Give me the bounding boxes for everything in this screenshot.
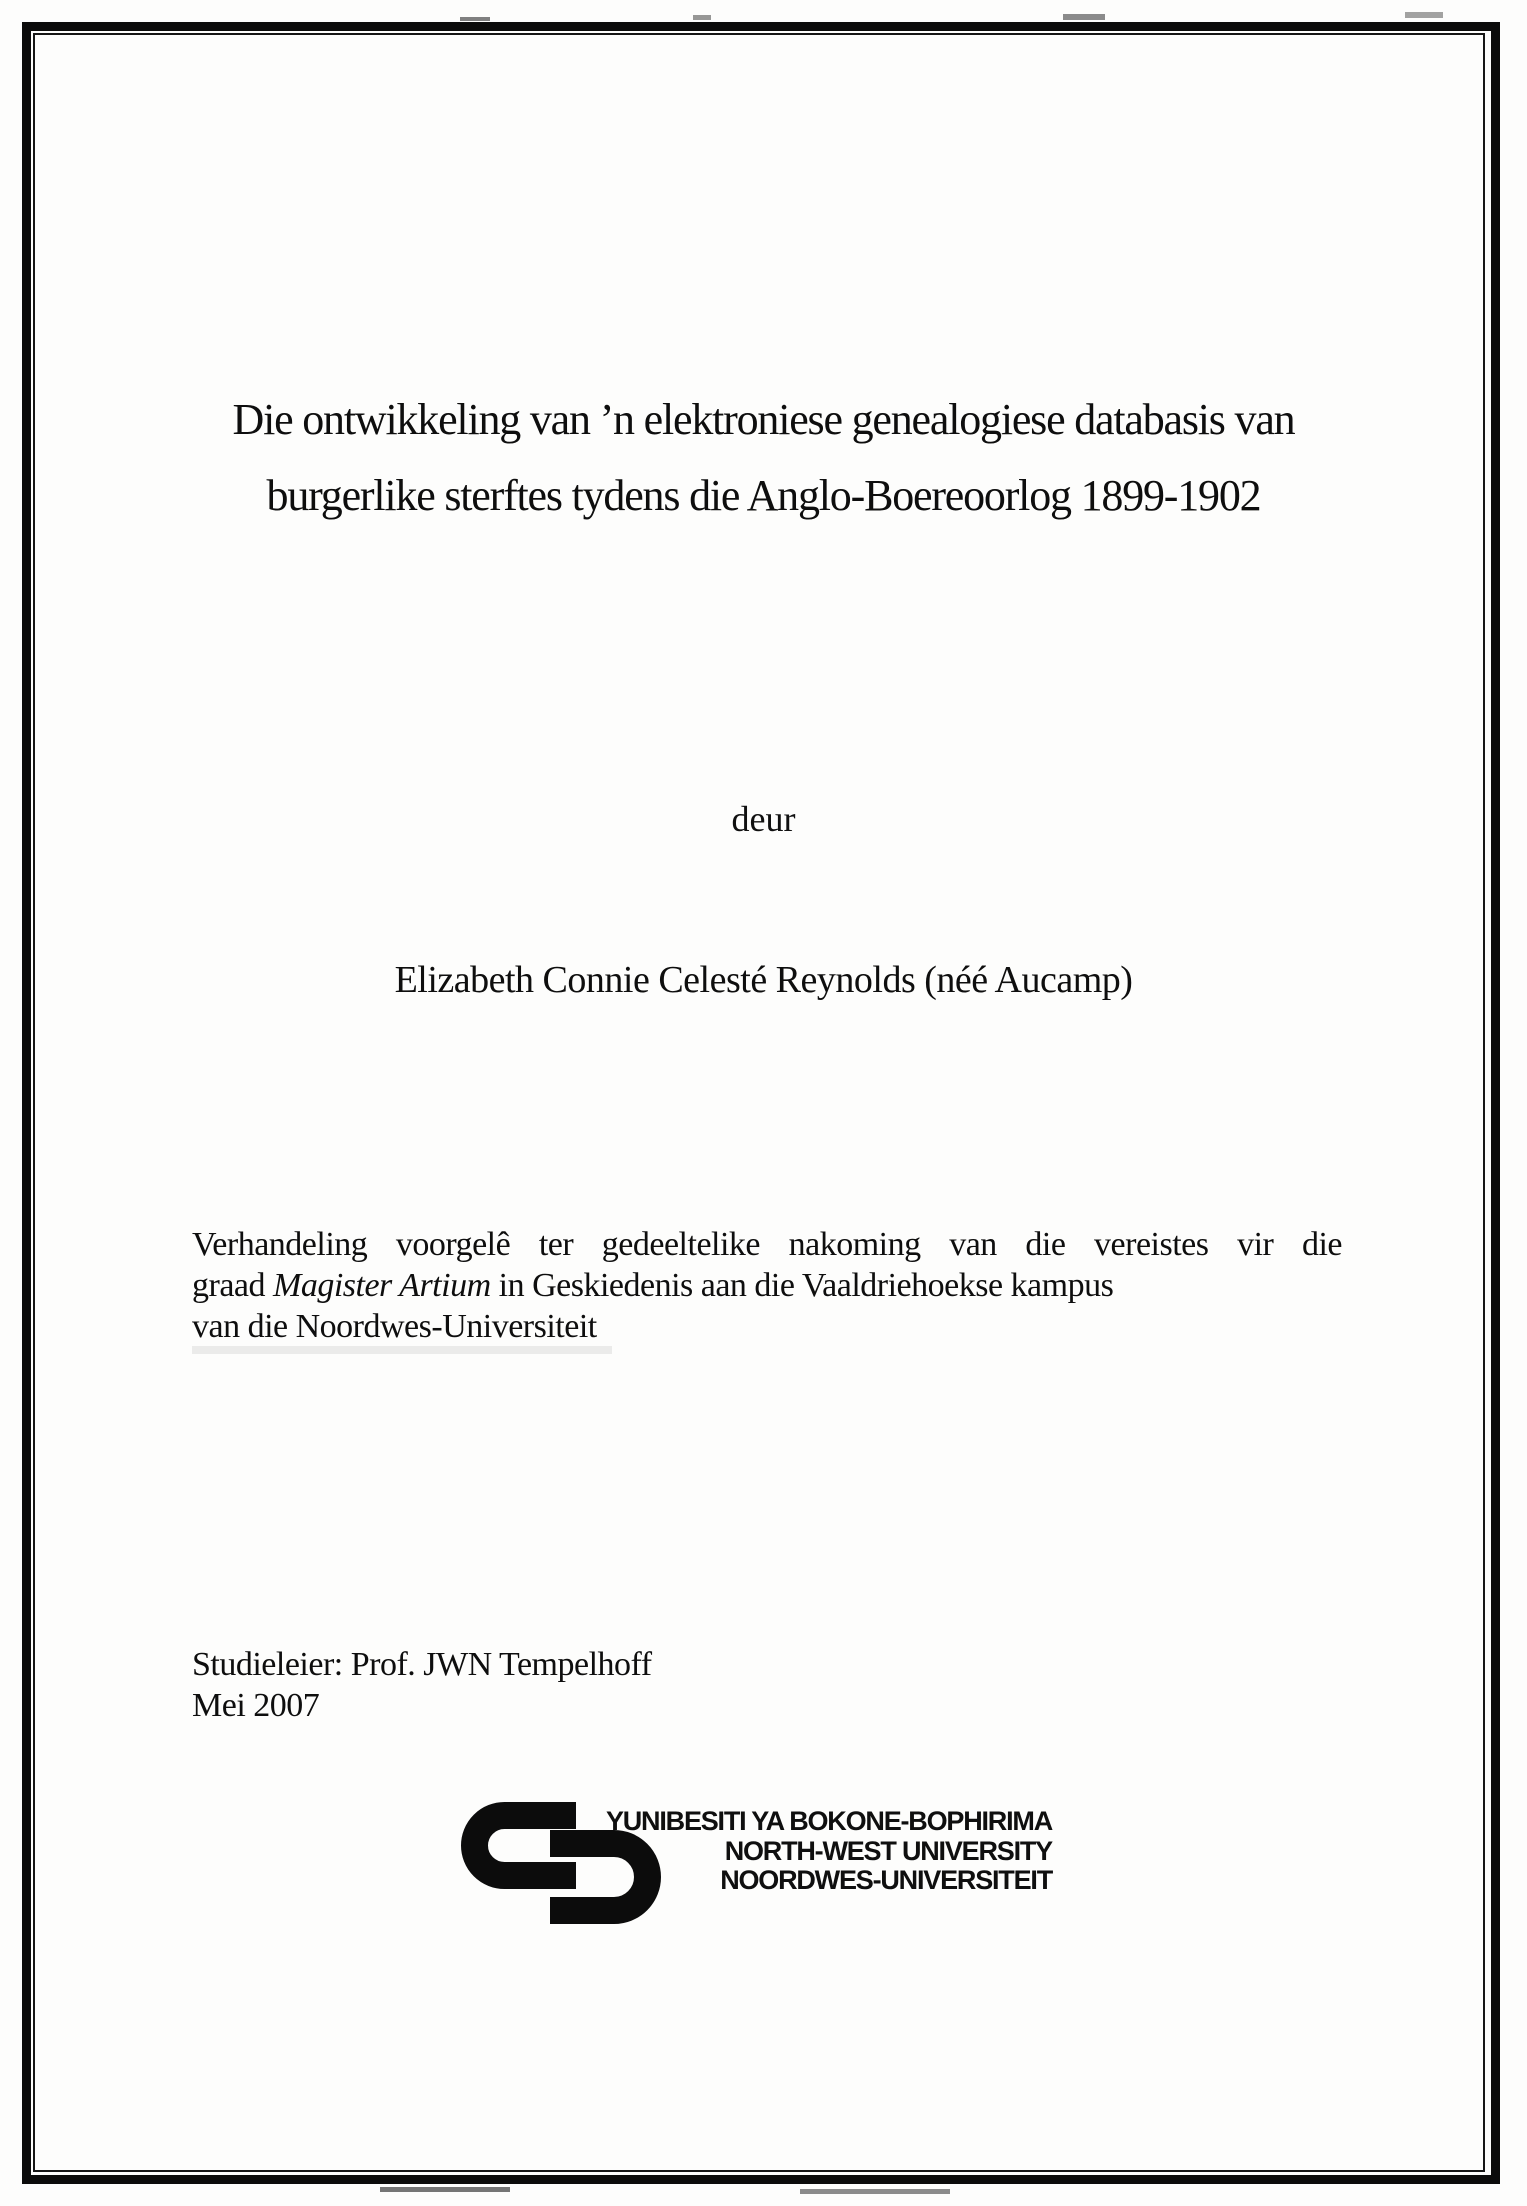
- scan-artifact: [192, 1346, 612, 1354]
- university-logo-text: [544, 1807, 1052, 1896]
- university-logo: [459, 1797, 1059, 1932]
- scan-artifact: [800, 2189, 950, 2194]
- author-name: Elizabeth Connie Celesté Reynolds (néé Aucamp): [394, 959, 1133, 1001]
- scan-artifact: [380, 2187, 510, 2192]
- logo-name-afrikaans: NOORDWES-UNIVERSITEIT: [720, 1865, 1052, 1895]
- byline-deur: deur: [731, 799, 796, 839]
- supervisor-line: Studieleier: Prof. JWN Tempelhoff: [192, 1646, 652, 1683]
- supervisor-block: [192, 1644, 652, 1726]
- scan-artifact: [460, 17, 490, 21]
- date-line: Mei 2007: [192, 1687, 320, 1724]
- degree-line2-suffix: in Geskiedenis aan die Vaaldriehoekse kampus: [490, 1267, 1114, 1304]
- scan-artifact: [1405, 12, 1443, 18]
- magister-artium-italic: Magister Artium: [273, 1267, 491, 1304]
- scan-artifact: [693, 15, 711, 20]
- degree-line-2: [192, 1265, 1342, 1306]
- thesis-title-line2: burgerlike sterftes tydens die Anglo-Boereoorlog 1899-1902: [266, 471, 1261, 520]
- logo-name-setswana: YUNIBESITI YA BOKONE-BOPHIRIMA: [605, 1806, 1052, 1836]
- thesis-title-line1: Die ontwikkeling van ’n elektroniese genealogiese databasis van: [232, 395, 1295, 444]
- degree-statement: [192, 1224, 1342, 1347]
- degree-line2-prefix: graad: [192, 1267, 274, 1304]
- degree-line-3: van die Noordwes-Universiteit: [192, 1308, 597, 1345]
- thesis-title: [120, 382, 1407, 534]
- scan-artifact: [1063, 14, 1105, 20]
- degree-line-1: Verhandeling voorgelê ter gedeeltelike nakoming van die vereistes vir die: [192, 1226, 1342, 1263]
- logo-name-english: NORTH-WEST UNIVERSITY: [724, 1835, 1052, 1866]
